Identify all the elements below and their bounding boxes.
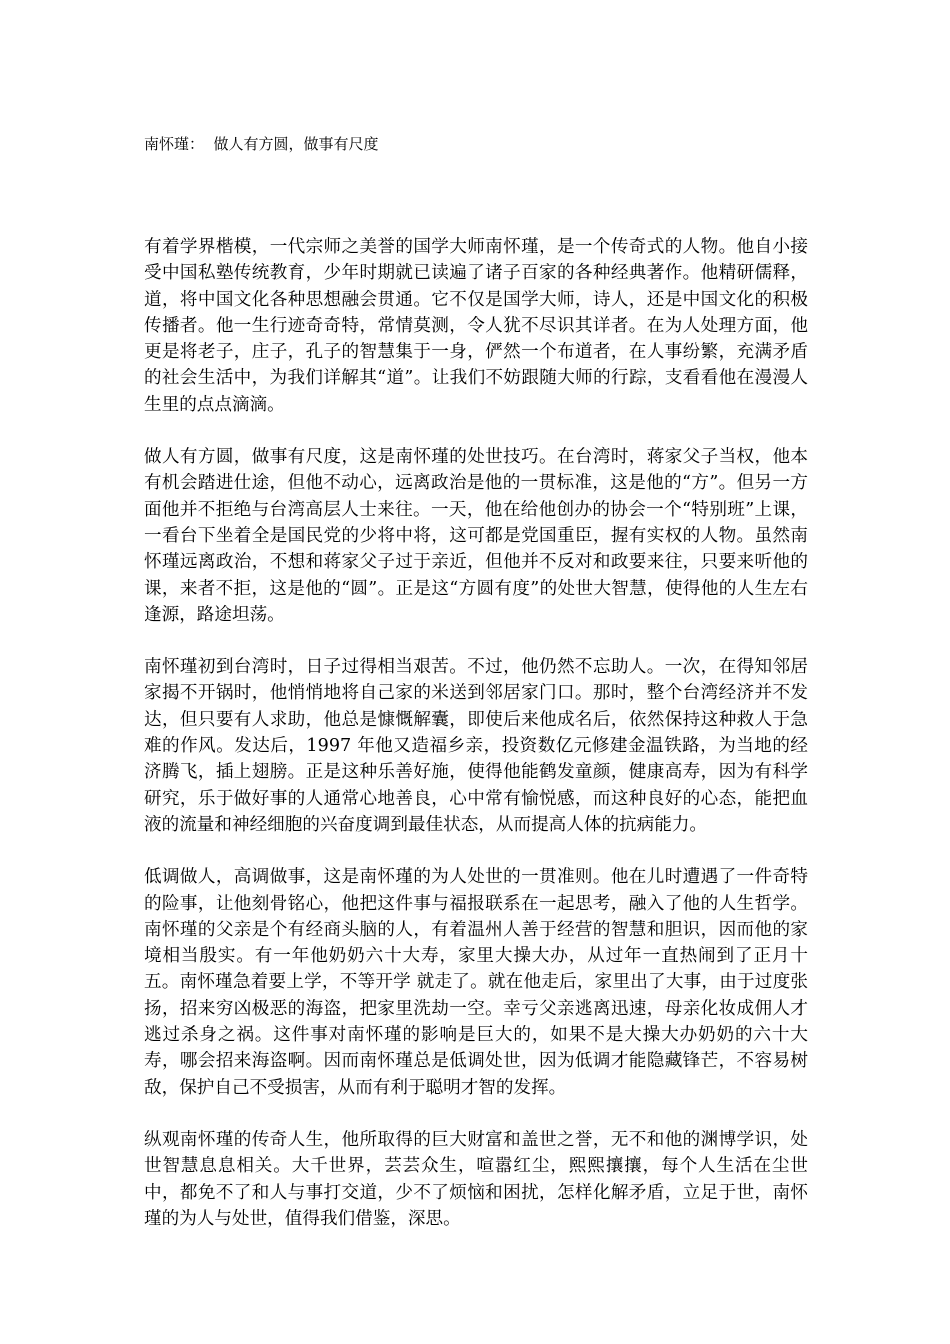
paragraph-4: 低调做人，高调做事，这是南怀瑾的为人处世的一贯准则。他在儿时遭遇了一件奇特的险事，让他刻骨铭心，他把这件事与福报联系在一起思考，融入了他的人生哲学。南怀瑾的父亲是个有经商头脑的人，有着温州人善于经营的智慧和胆识，因而他的家境相当殷实。有一年他奶奶六十大寿，家里大操大办，从过年一直热闹到了正月十五。南怀瑾急着要上学，不等开学 就走了。就在他走后，家里出了大事，由于过度张扬，招来穷凶极恶的海盗，把家里洗劫一空。幸亏父亲逃离迅速，母亲化妆成佣人才逃过杀身之祸。这件事对南怀瑾的影响是巨大的，如果不是大操大办奶奶的六十大寿，哪会招来海盗啊。因而南怀瑾总是低调处世，因为低调才能隐藏锋芒，不容易树敌，保护自己不受损害，从而有利于聪明才智的发挥。 xyxy=(144,867,808,1098)
paragraph-3: 南怀瑾初到台湾时，日子过得相当艰苦。不过，他仍然不忘助人。一次，在得知邻居家揭不开锅时，他悄悄地将自己家的米送到邻居家门口。那时，整个台湾经济并不发达，但只要有人求助，他总是慷慨解囊，即使后来他成名后，依然保持这种救人于急难的作风。发达后，1997 年他又造福乡亲，投资数亿元修建金温铁路，为当地的经济腾飞，插上翅膀。正是这种乐善好施，使得他能鹤发童颜，健康高寿，因为有科学研究，乐于做好事的人通常心地善良，心中常有愉悦感，而这种良好的心态，能把血液的流量和神经细胞的兴奋度调到最佳状态，从而提高人体的抗病能力。 xyxy=(144,657,808,835)
paragraph-2: 做人有方圆，做事有尺度，这是南怀瑾的处世技巧。在台湾时，蒋家父子当权，他本有机会踏进仕途，但他不动心，远离政治是他的一贯标准，这是他的“方”。但另一方面他并不拒绝与台湾高层人士来往。一天，他在给他创办的协会一个“特别班”上课，一看台下坐着全是国民党的少将中将，这可都是党国重臣，握有实权的人物。虽然南怀瑾远离政治，不想和蒋家父子过于亲近，但他并不反对和政要来往，只要来听他的课，来者不拒，这是他的“圆”。正是这“方圆有度”的处世大智慧，使得他的人生左右逢源，路途坦荡。 xyxy=(144,447,808,625)
paragraph-1: 有着学界楷模，一代宗师之美誉的国学大师南怀瑾，是一个传奇式的人物。他自小接受中国私塾传统教育，少年时期就已读遍了诸子百家的各种经典著作。他精研儒释，道，将中国文化各种思想融会贯通。它不仅是国学大师，诗人，还是中国文化的积极传播者。他一生行迹奇奇特，常情莫测，令人犹不尽识其详者。在为人处理方面，他更是将老子，庄子，孔子的智慧集于一身，俨然一个布道者，在人事纷繁，充满矛盾的社会生活中，为我们详解其“道”。让我们不妨跟随大师的行踪，支看看他在漫漫人生里的点点滴滴。 xyxy=(144,237,808,415)
paragraph-5: 纵观南怀瑾的传奇人生，他所取得的巨大财富和盖世之誉，无不和他的渊博学识，处世智慧息息相关。大千世界，芸芸众生，喧嚣红尘，熙熙攘攘，每个人生活在尘世中，都免不了和人与事打交道，少不了烦恼和困扰，怎样化解矛盾，立足于世，南怀瑾的为人与处世，值得我们借鉴，深思。 xyxy=(144,1129,808,1229)
document-body xyxy=(144,234,808,1258)
document-title: 南怀瑾： 做人有方圆，做事有尺度 xyxy=(144,135,379,153)
